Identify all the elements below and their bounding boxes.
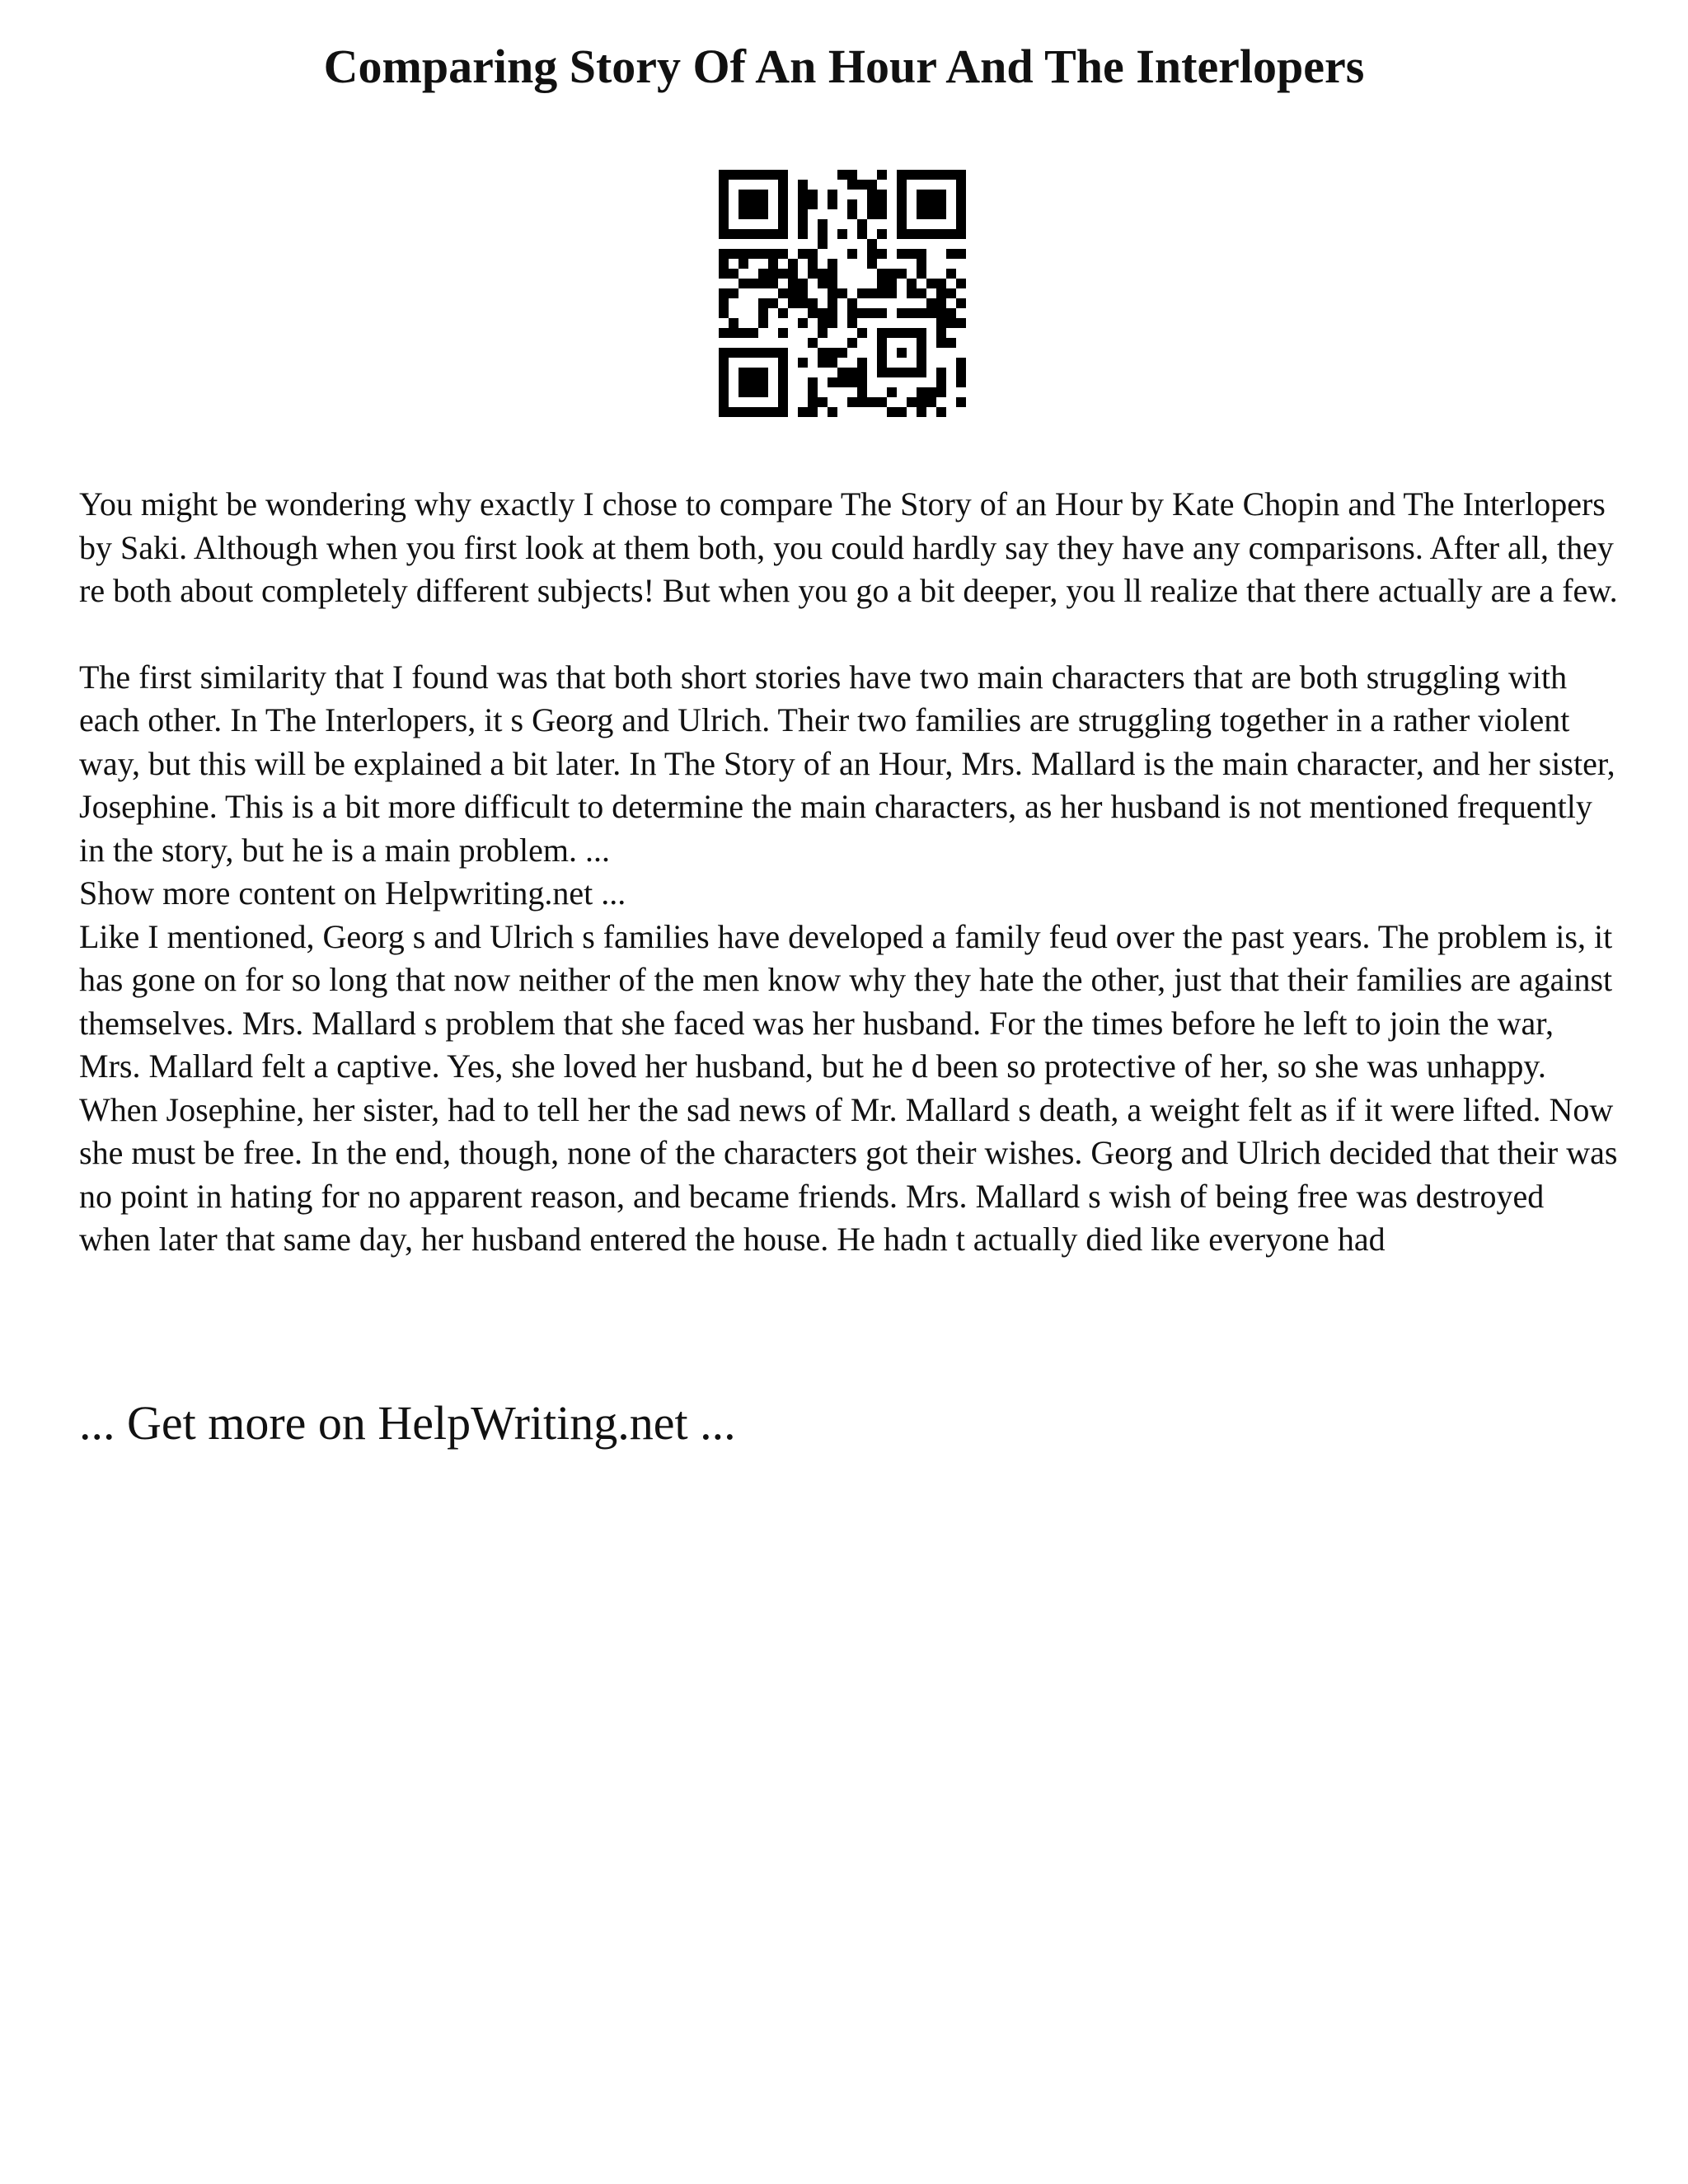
get-more-link[interactable]: ... Get more on HelpWriting.net ...: [79, 1396, 736, 1450]
article-body: [79, 483, 1620, 1262]
qr-code-graphic: [719, 170, 966, 417]
page-title: Comparing Story Of An Hour And The Interlopers: [323, 40, 1365, 93]
paragraph-intro: You might be wondering why exactly I chose to compare The Story of an Hour by Kate Chopin and The Interlopers by Saki. Although when you first look at them both, you could hardly say they have any comparisons. After all, they re both about completely different subjects! But when you go a bit deeper, you ll realize that there actually are a few.: [79, 485, 1618, 609]
paragraph-similarity: The first similarity that I found was that both short stories have two main characters that are both struggling with each other. In The Interlopers, it s Georg and Ulrich. Their two families are struggling together in a rather violent way, but this will be explained a bit later. In The Story of an Hour, Mrs. Mallard is the main character, and her sister, Josephine. This is a bit more difficult to determine the main characters, as her husband is not mentioned frequently in the story, but he is a main problem. ...: [79, 658, 1615, 869]
paragraph-conflict: Like I mentioned, Georg s and Ulrich s families have developed a family feud over the past years. The problem is, it has gone on for so long that now neither of the men know why they hate the other, just that their families are against themselves. Mrs. Mallard s problem that she faced was her husband. For the times before he left to join the war, Mrs. Mallard felt a captive. Yes, she loved her husband, but he d been so protective of her, so she was unhappy. When Josephine, her sister, had to tell her the sad news of Mr. Mallard s death, a weight felt as if it were lifted. Now she must be free. In the end, though, none of the characters got their wishes. Georg and Ulrich decided that their was no point in hating for no apparent reason, and became friends. Mrs. Mallard s wish of being free was destroyed when later that same day, her husband entered the house. He hadn t actually died like everyone had: [79, 917, 1618, 1258]
paragraph-spacer: [79, 613, 1620, 656]
qr-code-icon[interactable]: [719, 170, 966, 417]
show-more-link[interactable]: Show more content on Helpwriting.net ...: [79, 874, 626, 912]
